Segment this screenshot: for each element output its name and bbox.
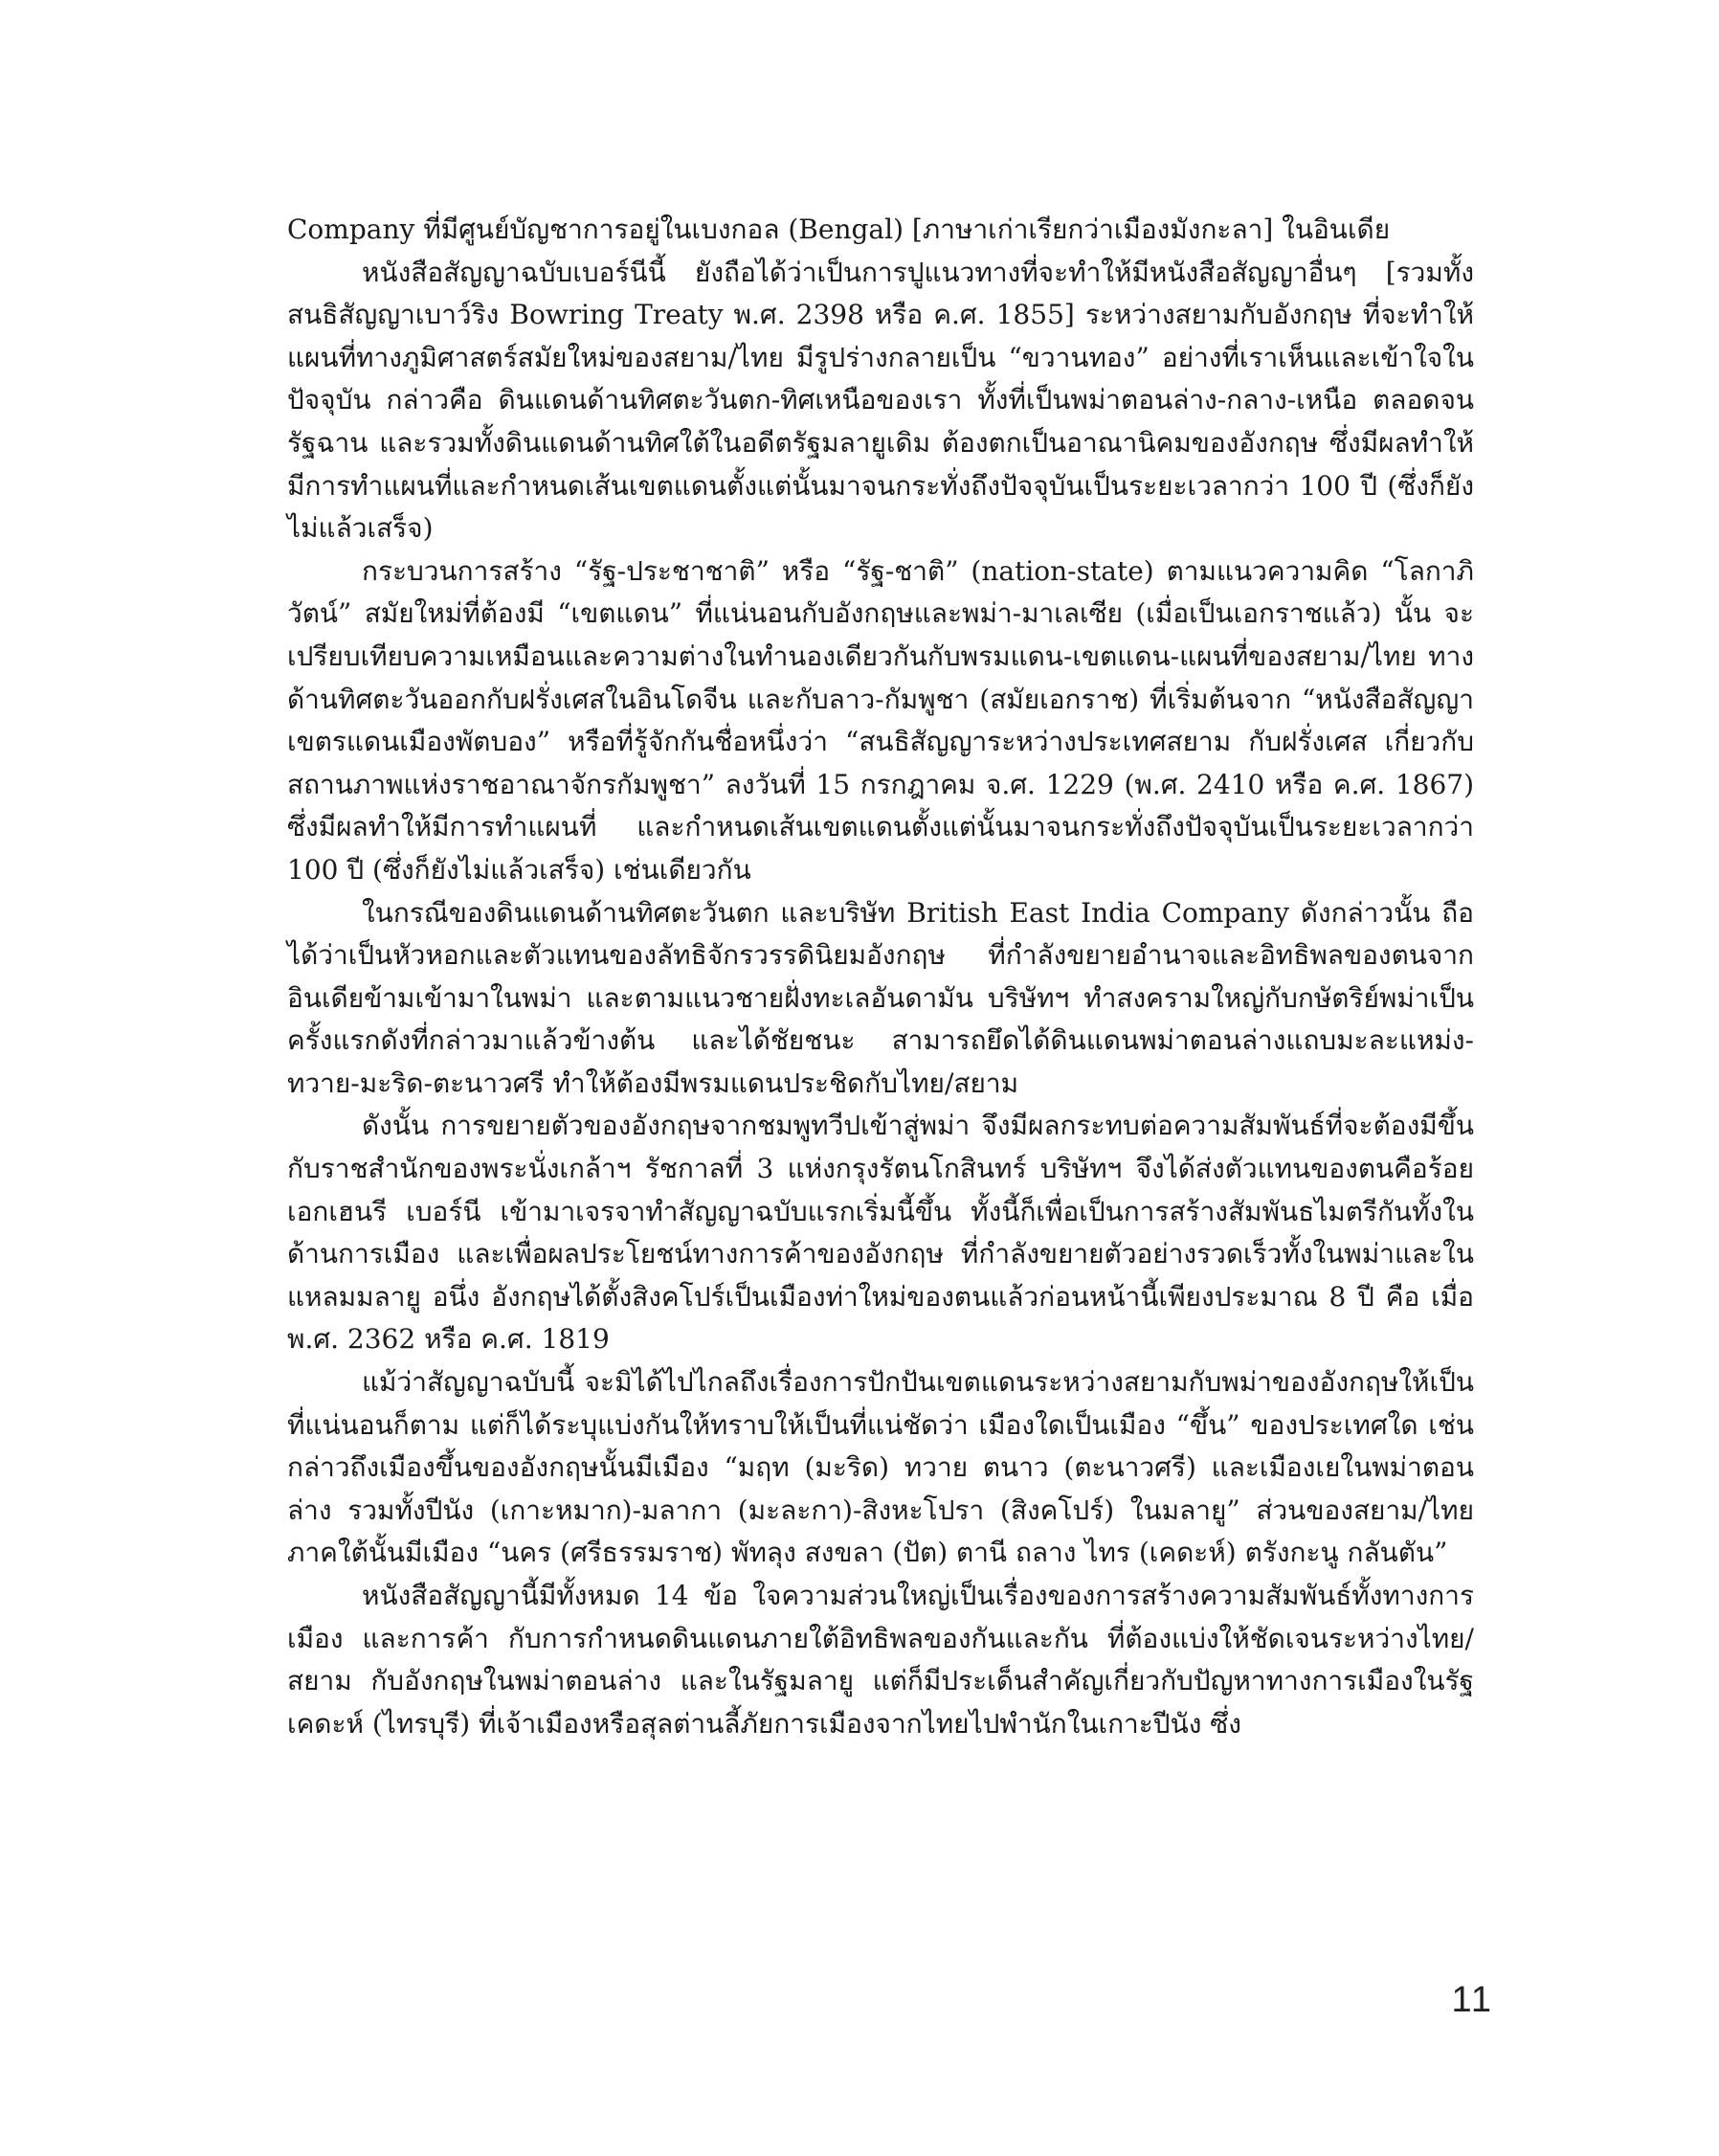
page-number: 11: [1451, 1980, 1493, 2020]
paragraph-7: หนังสือสัญญานี้มีทั้งหมด 14 ข้อ ใจความส่วนใหญ่เป็นเรื่องของการสร้างความสัมพันธ์ทั้งทางการเมือง และการค้า กับการกำหนดดินแดนภายใต้อิทธิพลของกันและกัน ที่ต้องแบ่งให้ชัดเจนระหว่างไทย/สยาม กับอังกฤษในพม่าตอนล่าง และในรัฐมลายู แต่ก็มีประเด็นสำคัญเกี่ยวกับปัญหาทางการเมืองในรัฐเคดะห์ (ไทรบุรี) ที่เจ้าเมืองหรือสุลต่านลี้ภัยการเมืองจากไทยไปพำนักในเกาะปีนัง ซึ่ง: [287, 1580, 1474, 1740]
paragraph-3: กระบวนการสร้าง “รัฐ-ประชาชาติ” หรือ “รัฐ-ชาติ” (nation-state) ตามแนวความคิด “โลกาภิวัตน์” สมัยใหม่ที่ต้องมี “เขตแดน” ที่แน่นอนกับอังกฤษและพม่า-มาเลเซีย (เมื่อเป็นเอกราชแล้ว) นั้น จะเปรียบเทียบความเหมือนและความต่างในทำนองเดียวกันกับพรมแดน-เขตแดน-แผนที่ของสยาม/ไทย ทางด้านทิศตะวันออกกับฝรั่งเศสในอินโดจีน และกับลาว-กัมพูชา (สมัยเอกราช) ที่เริ่มต้นจาก “หนังสือสัญญาเขตรแดนเมืองพัตบอง” หรือที่รู้จักกันชื่อหนึ่งว่า “สนธิสัญญาระหว่างประเทศสยาม กับฝรั่งเศส เกี่ยวกับสถานภาพแห่งราชอาณาจักรกัมพูชา” ลงวันที่ 15 กรกฎาคม จ.ศ. 1229 (พ.ศ. 2410 หรือ ค.ศ. 1867) ซึ่งมีผลทำให้มีการทำแผนที่ และกำหนดเส้นเขตแดนตั้งแต่นั้นมาจนกระทั่งถึงปัจจุบันเป็นระยะเวลากว่า 100 ปี (ซึ่งก็ยังไม่แล้วเสร็จ) เช่นเดียวกัน: [287, 554, 1474, 886]
paragraph-4: ในกรณีของดินแดนด้านทิศตะวันตก และบริษัท British East India Company ดังกล่าวนั้น ถือได้ว่าเป็นหัวหอกและตัวแทนของลัทธิจักรวรรดินิยมอังกฤษ ที่กำลังขยายอำนาจและอิทธิพลของตนจากอินเดียข้ามเข้ามาในพม่า และตามแนวชายฝั่งทะเลอันดามัน บริษัทฯ ทำสงครามใหญ่กับกษัตริย์พม่าเป็นครั้งแรกดังที่กล่าวมาแล้วข้างต้น และได้ชัยชนะ สามารถยึดได้ดินแดนพม่าตอนล่างแถบมะละแหม่ง-ทวาย-มะริด-ตะนาวศรี ทำให้ต้องมีพรมแดนประชิดกับไทย/สยาม: [287, 896, 1474, 1099]
paragraph-5: ดังนั้น การขยายตัวของอังกฤษจากชมพูทวีปเข้าสู่พม่า จึงมีผลกระทบต่อความสัมพันธ์ที่จะต้องมีขึ้นกับราชสำนักของพระนั่งเกล้าฯ รัชกาลที่ 3 แห่งกรุงรัตนโกสินทร์ บริษัทฯ จึงได้ส่งตัวแทนของตนคือร้อยเอกเฮนรี เบอร์นี เข้ามาเจรจาทำสัญญาฉบับแรกเริ่มนี้ขึ้น ทั้งนี้ก็เพื่อเป็นการสร้างสัมพันธไมตรีกันทั้งในด้านการเมือง และเพื่อผลประโยชน์ทางการค้าของอังกฤษ ที่กำลังขยายตัวอย่างรวดเร็วทั้งในพม่าและในแหลมมลายู อนึ่ง อังกฤษได้ตั้งสิงคโปร์เป็นเมืองท่าใหม่ของตนแล้วก่อนหน้านี้เพียงประมาณ 8 ปี คือ เมื่อ พ.ศ. 2362 หรือ ค.ศ. 1819: [287, 1110, 1474, 1356]
paragraph-2: หนังสือสัญญาฉบับเบอร์นีนี้ ยังถือได้ว่าเป็นการปูแนวทางที่จะทำให้มีหนังสือสัญญาอื่นๆ [รวมทั้งสนธิสัญญาเบาว์ริง Bowring Treaty พ.ศ. 2398 หรือ ค.ศ. 1855] ระหว่างสยามกับอังกฤษ ที่จะทำให้แผนที่ทางภูมิศาสตร์สมัยใหม่ของสยาม/ไทย มีรูปร่างกลายเป็น “ขวานทอง” อย่างที่เราเห็นและเข้าใจในปัจจุบัน กล่าวคือ ดินแดนด้านทิศตะวันตก-ทิศเหนือของเรา ทั้งที่เป็นพม่าตอนล่าง-กลาง-เหนือ ตลอดจนรัฐฉาน และรวมทั้งดินแดนด้านทิศใต้ในอดีตรัฐมลายูเดิม ต้องตกเป็นอาณานิคมของอังกฤษ ซึ่งมีผลทำให้มีการทำแผนที่และกำหนดเส้นเขตแดนตั้งแต่นั้นมาจนกระทั่งถึงปัจจุบันเป็นระยะเวลากว่า 100 ปี (ซึ่งก็ยังไม่แล้วเสร็จ): [287, 256, 1474, 545]
paragraph-1: Company ที่มีศูนย์บัญชาการอยู่ในเบงกอล (Bengal) [ภาษาเก่าเรียกว่าเมืองมังกะลา] ในอินเดีย: [287, 213, 1391, 245]
page-body: [287, 209, 1474, 1745]
paragraph-6: แม้ว่าสัญญาฉบับนี้ จะมิได้ไปไกลถึงเรื่องการปักปันเขตแดนระหว่างสยามกับพม่าของอังกฤษให้เป็นที่แน่นอนก็ตาม แต่ก็ได้ระบุแบ่งกันให้ทราบให้เป็นที่แน่ชัดว่า เมืองใดเป็นเมือง “ขึ้น” ของประเทศใด เช่นกล่าวถึงเมืองขึ้นของอังกฤษนั้นมีเมือง “มฤท (มะริด) ทวาย ตนาว (ตะนาวศรี) และเมืองเยในพม่าตอนล่าง รวมทั้งปีนัง (เกาะหมาก)-มลากา (มะละกา)-สิงหะโปรา (สิงคโปร์) ในมลายู” ส่วนของสยาม/ไทยภาคใต้นั้นมีเมือง “นคร (ศรีธรรมราช) พัทลุง สงขลา (ปัต) ตานี ถลาง ไทร (เคดะห์) ตรังกะนู กลันตัน”: [287, 1366, 1474, 1569]
